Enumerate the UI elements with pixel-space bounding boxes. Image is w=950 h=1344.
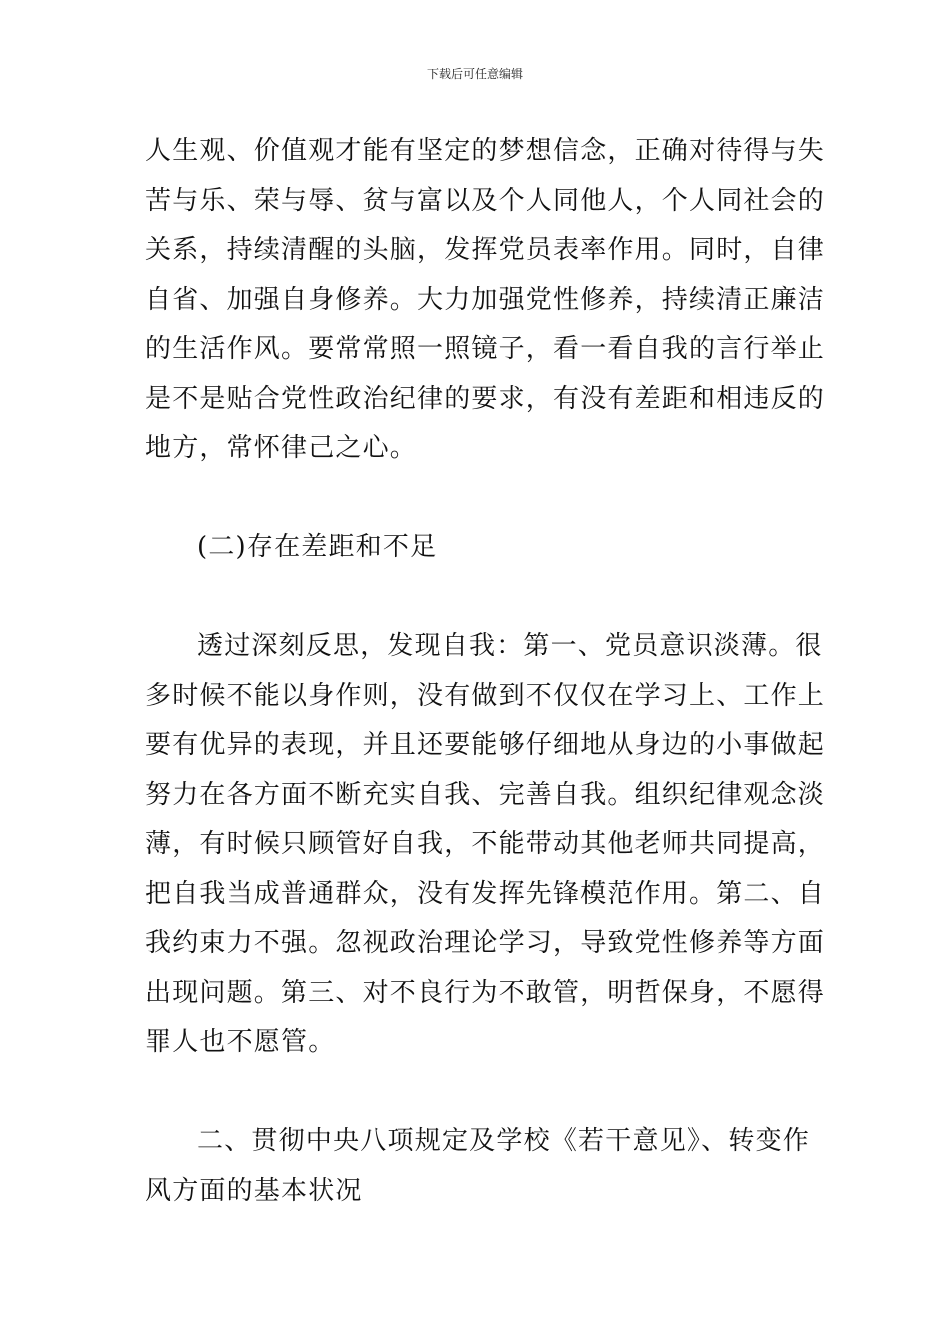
text-line: 多时候不能以身作则，没有做到不仅仅在学习上、工作上	[145, 680, 826, 711]
text-line: 薄，有时候只顾管好自我，不能带动其他老师共同提高，	[145, 829, 826, 859]
text-line: 罪人也不愿管。	[145, 1027, 336, 1057]
paragraph-1	[145, 127, 826, 474]
text-line: 要有优异的表现，并且还要能够仔细地从身边的小事做起	[145, 730, 826, 760]
heading-text: (二)存在差距和不足	[197, 532, 438, 562]
heading-text: 二、贯彻中央八项规定及学校《若干意见》、转变作	[197, 1126, 810, 1156]
section-heading-shortcomings	[145, 523, 810, 573]
text-line: 我约束力不强。忽视政治理论学习，导致党性修养等方面	[145, 928, 826, 958]
text-line: 透过深刻反思，发现自我：第一、党员意识淡薄。很	[197, 631, 823, 661]
text-line: 地方，常怀律己之心。	[145, 433, 418, 463]
text-line: 苦与乐、荣与辱、贫与富以及个人同他人，个人同社会的	[145, 185, 826, 216]
heading-text: 风方面的基本状况	[145, 1175, 363, 1206]
text-line: 把自我当成普通群众，没有发挥先锋模范作用。第二、自	[145, 878, 826, 909]
section-heading-implementation	[145, 1117, 810, 1216]
text-line: 关系，持续清醒的头脑，发挥党员表率作用。同时，自律	[145, 235, 826, 265]
text-line: 是不是贴合党性政治纪律的要求，有没有差距和相违反的	[145, 383, 826, 414]
text-line: 出现问题。第三、对不良行为不敢管，明哲保身，不愿得	[145, 977, 826, 1008]
page-header: 下载后可任意编辑	[426, 67, 523, 81]
text-line: 努力在各方面不断充实自我、完善自我。组织纪律观念淡	[145, 779, 826, 810]
paragraph-2	[145, 622, 826, 1068]
text-line: 自省、加强自身修养。大力加强党性修养，持续清正廉洁	[145, 284, 826, 315]
text-line: 人生观、价值观才能有坚定的梦想信念，正确对待得与失	[145, 136, 826, 166]
text-line: 的生活作风。要常常照一照镜子，看一看自我的言行举止	[145, 334, 826, 364]
